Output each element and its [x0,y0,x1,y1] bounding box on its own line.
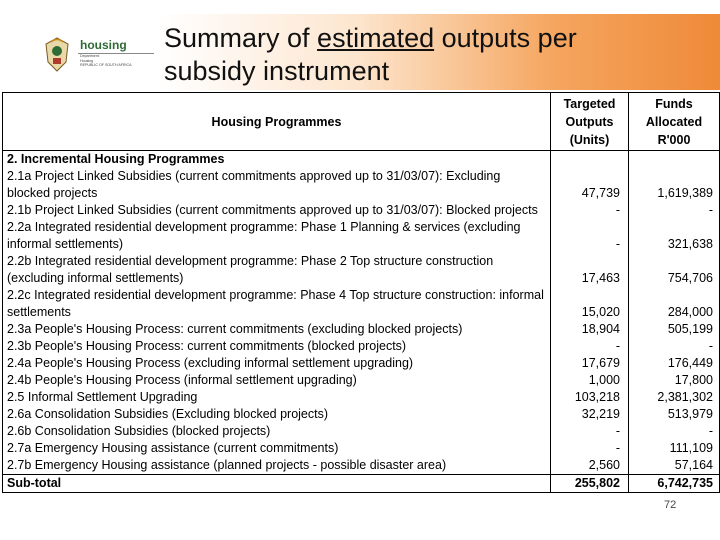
programme-label: 2.3a People's Housing Process: current commitments (excluding blocked projects) [3,321,551,338]
title-text: outputs per [434,23,577,53]
funds-allocated-cell: 57,164 [629,457,720,475]
targeted-outputs-cell: - [551,423,629,440]
column-header-targeted-outputs: Targeted Outputs (Units) [551,93,629,151]
table-row [3,355,720,372]
programme-label: 2.6a Consolidation Subsidies (Excluding blocked projects) [3,406,551,423]
targeted-outputs-cell: 1,000 [551,372,629,389]
programme-label: 2.7a Emergency Housing assistance (current commitments) [3,440,551,457]
table-row [3,406,720,423]
logo-sub-line: Housing [80,58,94,63]
title-underlined-word: estimated [317,23,435,53]
table-row [3,338,720,355]
slide-header [0,0,720,92]
targeted-outputs-cell: - [551,338,629,355]
targeted-outputs-cell: 2,560 [551,457,629,475]
table-row [3,423,720,440]
targeted-outputs-cell: 32,219 [551,406,629,423]
programme-label: 2.2c Integrated residential development programme: Phase 4 Top structure construction: informal settlements [3,287,551,321]
table-header-row [3,93,720,151]
programme-label: 2.6b Consolidation Subsidies (blocked projects) [3,423,551,440]
targeted-outputs-cell: 17,463 [551,253,629,287]
subtotal-label: Sub-total [3,475,551,493]
subtotal-funds: 6,742,735 [629,475,720,493]
funds-allocated-cell: 176,449 [629,355,720,372]
targeted-outputs-cell: 47,739 [551,168,629,202]
programme-label: 2.4a People's Housing Process (excluding informal settlement upgrading) [3,355,551,372]
table-row [3,287,720,321]
funds-allocated-cell: 754,706 [629,253,720,287]
programme-label: 2.1a Project Linked Subsidies (current commitments approved up to 31/03/07): Excluding blocked projects [3,168,551,202]
department-logo [40,34,156,78]
logo-subtext [80,54,154,68]
table-row [3,219,720,253]
subtotal-units: 255,802 [551,475,629,493]
programme-label: 2.3b People's Housing Process: current commitments (blocked projects) [3,338,551,355]
column-header-programmes: Housing Programmes [3,93,551,151]
targeted-outputs-cell: 103,218 [551,389,629,406]
table-row [3,440,720,457]
targeted-outputs-cell: 15,020 [551,287,629,321]
logo-sub-line: REPUBLIC OF SOUTH AFRICA [80,63,132,68]
targeted-outputs-cell: - [551,440,629,457]
funds-allocated-cell: 2,381,302 [629,389,720,406]
table-row [3,321,720,338]
programme-label: 2.4b People's Housing Process (informal settlement upgrading) [3,372,551,389]
programme-label: 2.1b Project Linked Subsidies (current commitments approved up to 31/03/07): Blocked projects [3,202,551,219]
funds-allocated-cell: - [629,423,720,440]
page-title [164,22,684,88]
coat-of-arms-icon [42,36,72,74]
column-header-funds-allocated: Funds Allocated R'000 [629,93,720,151]
table-row [3,457,720,475]
table-row [3,168,720,202]
targeted-outputs-cell: 18,904 [551,321,629,338]
table-row [3,253,720,287]
section-label: 2. Incremental Housing Programmes [3,151,551,169]
housing-programmes-table [2,92,720,493]
table-row [3,389,720,406]
funds-allocated-cell: - [629,338,720,355]
funds-allocated-cell: 513,979 [629,406,720,423]
slide-number: 72 [664,499,677,511]
funds-allocated-cell: 17,800 [629,372,720,389]
title-line-2: subsidy instrument [164,56,390,86]
table-row [3,372,720,389]
section-row [3,151,720,169]
subtotal-row [3,475,720,493]
programme-label: 2.5 Informal Settlement Upgrading [3,389,551,406]
logo-sub-line: Department: [80,54,100,58]
targeted-outputs-cell: 17,679 [551,355,629,372]
funds-allocated-cell: 321,638 [629,219,720,253]
programme-label: 2.2b Integrated residential development programme: Phase 2 Top structure construction (excluding informal settlements) [3,253,551,287]
programme-label: 2.2a Integrated residential development programme: Phase 1 Planning & services (excluding informal settlements) [3,219,551,253]
targeted-outputs-cell: - [551,202,629,219]
funds-allocated-cell: - [629,202,720,219]
title-text: Summary of [164,23,318,53]
funds-allocated-cell: 111,109 [629,440,720,457]
targeted-outputs-cell: - [551,219,629,253]
programme-label: 2.7b Emergency Housing assistance (planned projects - possible disaster area) [3,457,551,475]
funds-allocated-cell: 505,199 [629,321,720,338]
funds-allocated-cell: 284,000 [629,287,720,321]
logo-wordmark: housing [80,38,127,52]
funds-allocated-cell: 1,619,389 [629,168,720,202]
table-row [3,202,720,219]
